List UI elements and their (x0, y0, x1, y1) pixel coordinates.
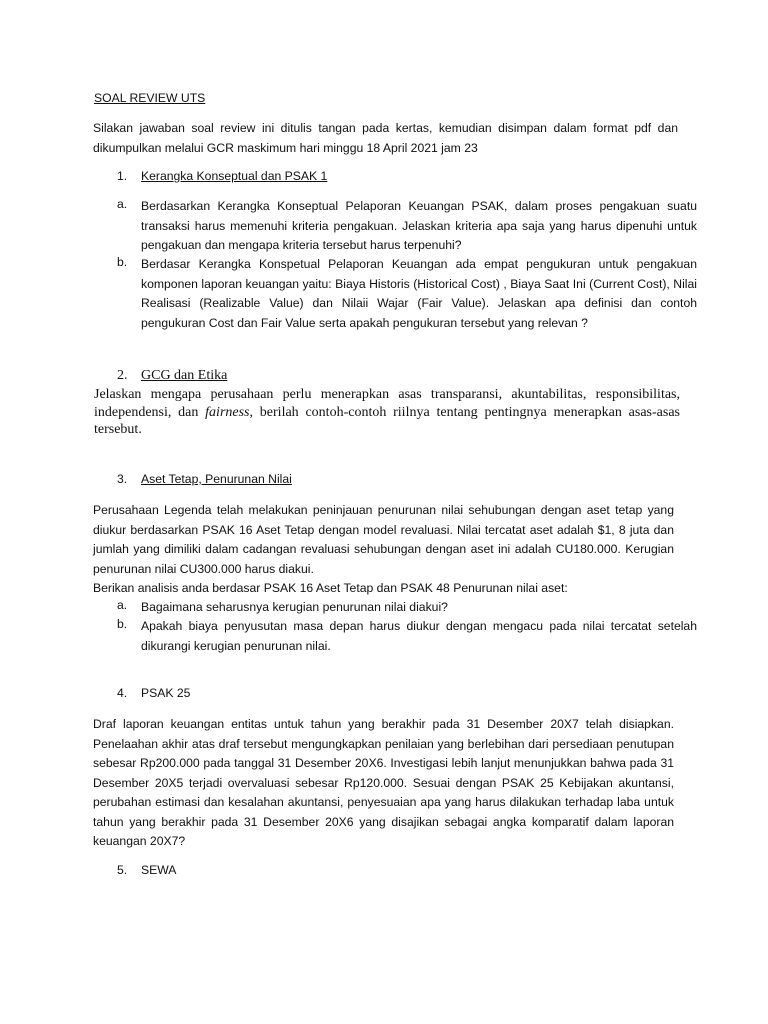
section-1-number: 1. (117, 169, 128, 183)
item-text: Apakah biaya penyusutan masa depan harus diukur dengan mengacu pada nilai tercatat setelah dikurangi kerugian penurunan nilai. (141, 619, 697, 653)
section-2-italic-term: fairness (205, 404, 250, 420)
section-2-text-start: Jelaskan mengapa perusahaan perlu menerapkan asas transparansi, akuntabilitas, responsibilitas, independensi, dan (94, 387, 680, 420)
section-3-paragraph: Perusahaan Legenda telah melakukan peninjauan penurunan nilai sehubungan dengan aset tetap yang diukur berdasarkan PSAK 16 Aset Tetap dengan model revaluasi. Nilai tercatat aset adalah $1, 8 juta dan jumlah yang dimiliki dalam cadangan revaluasi sehubungan dengan aset ini adalah CU180.000. Kerugian penurunan nilai CU300.000 harus diakui. (93, 503, 674, 576)
section-3-title: Aset Tetap, Penurunan Nilai (141, 472, 292, 486)
item-marker: b. (117, 255, 128, 269)
item-text: Bagaimana seharusnya kerugian penurunan nilai diakui? (141, 600, 448, 614)
section-5-number: 5. (117, 863, 128, 877)
section-3-number: 3. (117, 472, 128, 486)
section-4-title: PSAK 25 (141, 686, 191, 700)
document-title: SOAL REVIEW UTS (94, 91, 206, 105)
item-text: Berdasarkan Kerangka Konseptual Pelaporan Keuangan PSAK, dalam proses pengakuan suatu transaksi harus memenuhi kriteria pengakuan. Jelaskan kriteria apa saja yang harus dipenuhi untuk pengakuan dan mengapa kriteria tersebut harus terpenuhi? (141, 199, 697, 252)
item-marker: a. (117, 598, 128, 612)
section-5-title: SEWA (141, 863, 177, 877)
item-marker: b. (117, 617, 128, 631)
section-2-text-end: , berilah contoh-contoh riilnya tentang pentingnya menerapkan asas-asas tersebut. (94, 404, 680, 437)
section-2-number: 2. (117, 368, 128, 383)
section-4-paragraph: Draf laporan keuangan entitas untuk tahun yang berakhir pada 31 Desember 20X7 telah disiapkan. Penelaahan akhir atas draf tersebut mengungkapkan penilaian yang berlebihan dari persediaan penutupan sebesar Rp200.000 pada tanggal 31 Desember 20X6. Investigasi lebih lanjut menunjukkan bahwa pada 31 Desember 20X5 terjadi overvaluasi sebesar Rp120.000. Sesuai dengan PSAK 25 Kebijakan akuntansi, perubahan estimasi dan kesalahan akuntansi, penyesuaian apa yang harus dilakukan terhadap laba untuk tahun yang berakhir pada 31 Desember 20X6 yang disajikan sebagai angka komparatif dalam laporan keuangan 20X7? (93, 717, 674, 848)
section-2-title: GCG dan Etika (141, 368, 228, 383)
intro-paragraph: Silakan jawaban soal review ini ditulis tangan pada kertas, kemudian disimpan dalam format pdf dan dikumpulkan melalui GCR maskimum hari minggu 18 April 2021 jam 23 (93, 121, 678, 155)
section-1-title: Kerangka Konseptual dan PSAK 1 (141, 169, 328, 183)
item-marker: a. (117, 197, 128, 211)
section-3-lead: Berikan analisis anda berdasar PSAK 16 Aset Tetap dan PSAK 48 Penurunan nilai aset: (93, 581, 568, 595)
section-4-number: 4. (117, 686, 128, 700)
section-2-paragraph (94, 386, 680, 439)
item-text: Berdasar Kerangka Konspetual Pelaporan Keuangan ada empat pengukuran untuk pengakuan komponen laporan keuangan yaitu: Biaya Historis (Historical Cost) , Biaya Saat Ini (Current Cost), Nilai Realisasi (Realizable Value) dan Nilaii Wajar (Fair Value). Jelaskan apa definisi dan contoh pengukuran Cost dan Fair Value serta apakah pengukuran tersebut yang relevan ? (141, 257, 697, 330)
